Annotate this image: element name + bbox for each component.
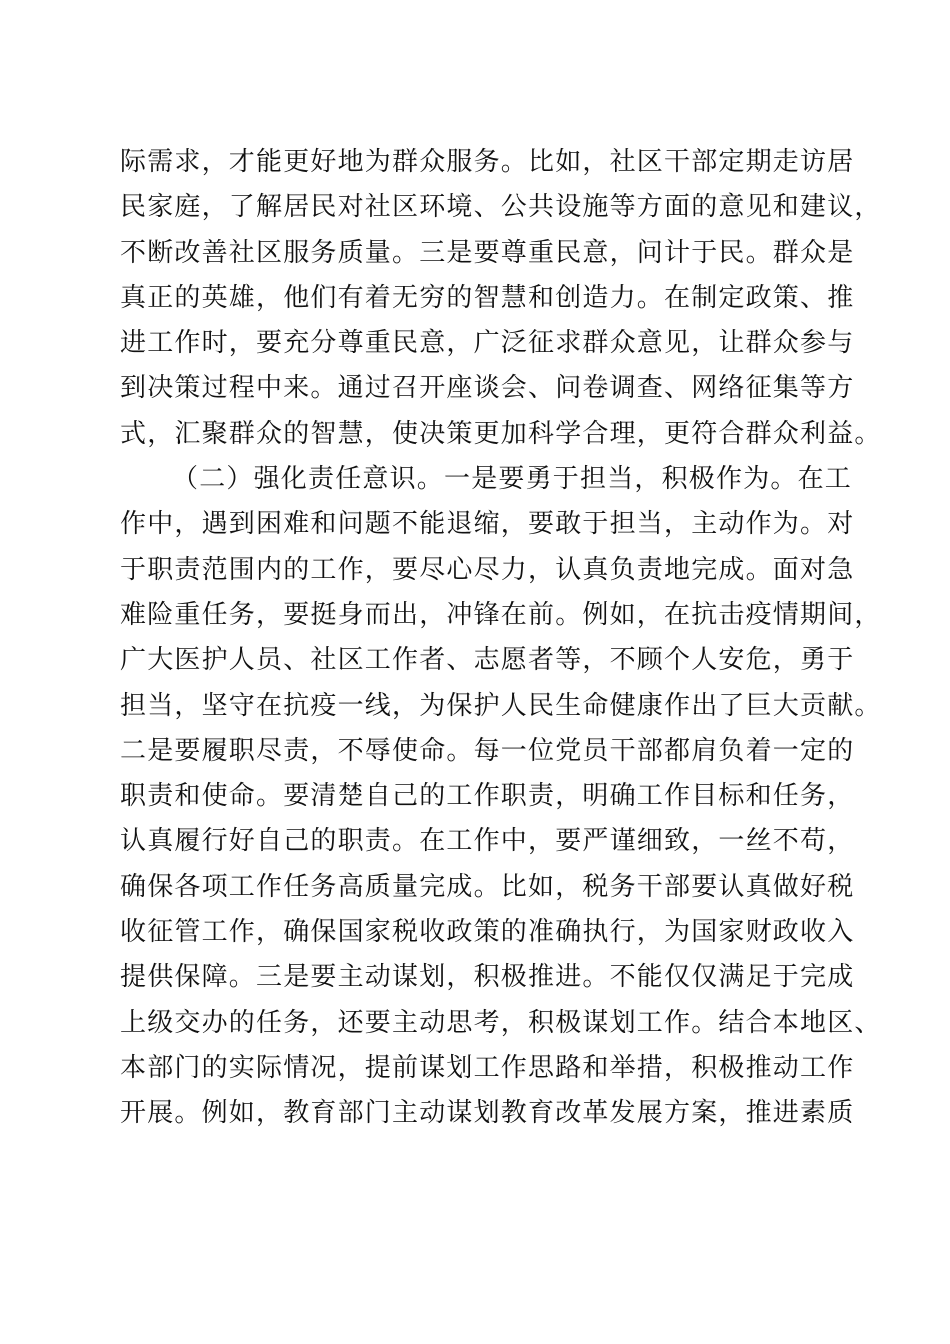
text-line: 际需求，才能更好地为群众服务。比如，社区干部定期走访居 [120,147,855,177]
body-text [120,140,882,1137]
text-line: 职责和使命。要清楚自己的工作职责，明确工作目标和任务， [120,781,855,812]
text-line: 担当，坚守在抗疫一线，为保护人民生命健康作出了巨大贡献。 [120,690,882,721]
text-line: 难险重任务，要挺身而出，冲锋在前。例如，在抗击疫情期间， [120,599,882,630]
text-line: 民家庭，了解居民对社区环境、公共设施等方面的意见和建议， [120,192,882,223]
text-line: 收征管工作，确保国家税收政策的准确执行，为国家财政收入 [120,917,855,948]
text-line: 上级交办的任务，还要主动思考，积极谋划工作。结合本地区、 [120,1007,882,1038]
section-heading-line: （二）强化责任意识。一是要勇于担当，积极作为。在工 [172,464,853,495]
text-line: 确保各项工作任务高质量完成。比如，税务干部要认真做好税 [120,871,855,902]
text-line: 到决策过程中来。通过召开座谈会、问卷调查、网络征集等方 [120,373,855,404]
text-line: 二是要履职尽责，不辱使命。每一位党员干部都肩负着一定的 [120,735,855,766]
text-line: 于职责范围内的工作，要尽心尽力，认真负责地完成。面对急 [120,554,855,585]
text-line: 进工作时，要充分尊重民意，广泛征求群众意见，让群众参与 [120,328,855,359]
text-line: 不断改善社区服务质量。三是要尊重民意，问计于民。群众是 [120,237,855,268]
text-line: 提供保障。三是要主动谋划，积极推进。不能仅仅满足于完成 [120,962,855,993]
text-line: 开展。例如，教育部门主动谋划教育改革发展方案，推进素质 [120,1098,855,1129]
text-line: 本部门的实际情况，提前谋划工作思路和举措，积极推动工作 [120,1052,855,1083]
text-line: 真正的英雄，他们有着无穷的智慧和创造力。在制定政策、推 [120,282,855,313]
text-line: 作中，遇到困难和问题不能退缩，要敢于担当，主动作为。对 [120,509,855,540]
text-line: 式，汇聚群众的智慧，使决策更加科学合理，更符合群众利益。 [120,418,882,449]
text-line: 广大医护人员、社区工作者、志愿者等，不顾个人安危，勇于 [120,645,855,676]
text-line: 认真履行好自己的职责。在工作中，要严谨细致，一丝不苟， [120,826,855,857]
